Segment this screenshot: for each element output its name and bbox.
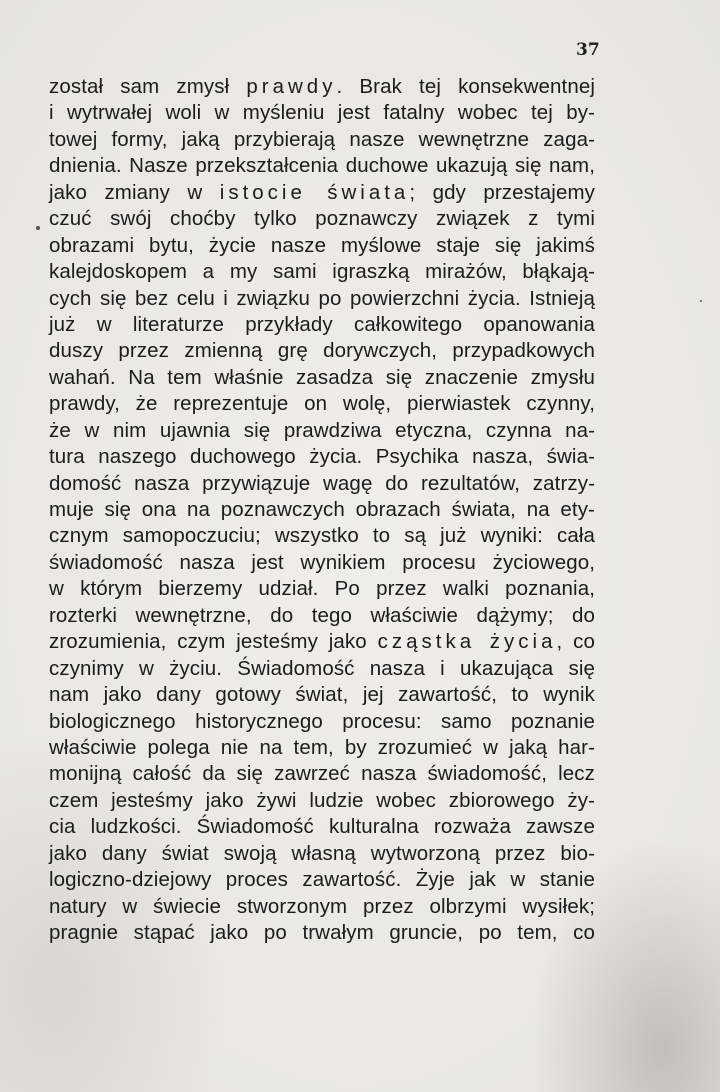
text-line <box>49 788 595 814</box>
text-line <box>49 338 595 364</box>
text-line <box>49 206 595 232</box>
text-line <box>49 180 595 206</box>
emphasis-spaced-text: prawdy <box>246 75 337 98</box>
text-line <box>49 418 595 444</box>
text-segment: już w literaturze przykłady całkowitego opanowania <box>49 312 595 336</box>
text-line <box>49 682 595 708</box>
text-line <box>49 497 595 523</box>
text-line <box>49 259 595 285</box>
text-segment: jako dany świat swoją własną wytworzoną przez bio- <box>49 841 595 865</box>
text-line <box>49 814 595 840</box>
text-segment: właściwie polega nie na tem, by zrozumieć w jaką har- <box>49 735 595 759</box>
text-line <box>49 523 595 549</box>
text-line <box>49 761 595 787</box>
body-text <box>49 74 595 946</box>
text-segment: cych się bez celu i związku po powierzchni życia. Istnieją <box>49 286 595 310</box>
text-line <box>49 127 595 153</box>
text-segment: rozterki wewnętrzne, do tego właściwie dążymy; do <box>49 603 595 627</box>
print-speck <box>36 226 40 230</box>
text-segment: i wytrwałej woli w myśleniu jest fatalny wobec tej by- <box>49 101 595 125</box>
text-line <box>49 233 595 259</box>
text-line <box>49 365 595 391</box>
text-segment: monijną całość da się zawrzeć nasza świadomość, lecz <box>49 762 595 786</box>
text-line <box>49 841 595 867</box>
text-segment: muje się ona na poznawczych obrazach świata, na ety- <box>49 498 595 521</box>
text-segment: , co <box>556 630 595 654</box>
text-line <box>49 444 595 470</box>
text-segment: wahań. Na tem właśnie zasadza się znaczenie zmysłu <box>49 365 595 389</box>
text-line <box>49 656 595 682</box>
text-segment: jako zmiany w <box>49 180 220 204</box>
text-segment: towej formy, jaką przybierają nasze wewnętrzne zaga- <box>49 127 595 151</box>
text-segment: obrazami bytu, życie nasze myślowe staje się jakimś <box>49 233 595 257</box>
text-segment: świadomość nasza jest wynikiem procesu życiowego, <box>49 550 595 574</box>
text-segment: zrozumienia, czym jesteśmy jako <box>49 630 378 654</box>
text-segment: pragnie stąpać jako po trwałym gruncie, po tem, co <box>49 921 595 944</box>
text-segment: ; gdy przestajemy <box>409 180 595 204</box>
text-segment: nam jako dany gotowy świat, jej zawartość, to wynik <box>49 683 595 707</box>
text-line <box>49 74 595 100</box>
text-line <box>49 576 595 602</box>
text-line <box>49 550 595 576</box>
text-segment: został sam zmysł <box>49 75 247 98</box>
text-line <box>49 100 595 126</box>
text-segment: duszy przez zmienną grę dorywczych, przypadkowych <box>49 339 595 363</box>
emphasis-spaced-text: cząstka życia <box>377 630 557 654</box>
text-segment: cia ludzkości. Świadomość kulturalna rozważa zawsze <box>49 815 595 839</box>
text-line <box>49 153 595 179</box>
text-line <box>49 867 595 893</box>
text-segment: . Brak tej konsekwentnej <box>336 75 595 98</box>
text-segment: dnienia. Nasze przekształcenia duchowe ukazują się nam, <box>49 154 595 178</box>
text-segment: domość nasza przywiązuje wagę do rezultatów, zatrzy- <box>49 471 595 495</box>
text-line <box>49 471 595 497</box>
text-line <box>49 391 595 417</box>
text-segment: logiczno-dziejowy proces zawartość. Żyje jak w stanie <box>49 868 595 892</box>
text-line <box>49 603 595 629</box>
text-segment: czuć swój choćby tylko poznawczy związek z tymi <box>49 207 595 231</box>
text-segment: tura naszego duchowego życia. Psychika nasza, świa- <box>49 445 595 469</box>
text-line <box>49 735 595 761</box>
page-number: 37 <box>576 40 600 60</box>
text-segment: w którym bierzemy udział. Po przez walki poznania, <box>49 577 595 601</box>
text-line <box>49 312 595 338</box>
text-line <box>49 709 595 735</box>
text-segment: czynimy w życiu. Świadomość nasza i ukazująca się <box>49 656 595 680</box>
text-segment: biologicznego historycznego procesu: samo poznanie <box>49 709 595 733</box>
text-line <box>49 920 595 946</box>
text-line <box>49 286 595 312</box>
text-segment: kalejdoskopem a my sami igraszką mirażów, błąkają- <box>49 260 595 284</box>
text-segment: natury w świecie stworzonym przez olbrzymi wysiłek; <box>49 894 595 918</box>
text-segment: czem jesteśmy jako żywi ludzie wobec zbiorowego ży- <box>49 788 595 812</box>
print-speck <box>700 300 702 302</box>
text-segment: że w nim ujawnia się prawdziwa etyczna, czynna na- <box>49 418 595 442</box>
text-segment: prawdy, że reprezentuje on wolę, pierwiastek czynny, <box>49 392 595 416</box>
text-line <box>49 629 595 655</box>
emphasis-spaced-text: istocie świata <box>219 180 410 204</box>
text-line <box>49 894 595 920</box>
text-segment: cznym samopoczuciu; wszystko to są już wyniki: cała <box>49 524 595 548</box>
